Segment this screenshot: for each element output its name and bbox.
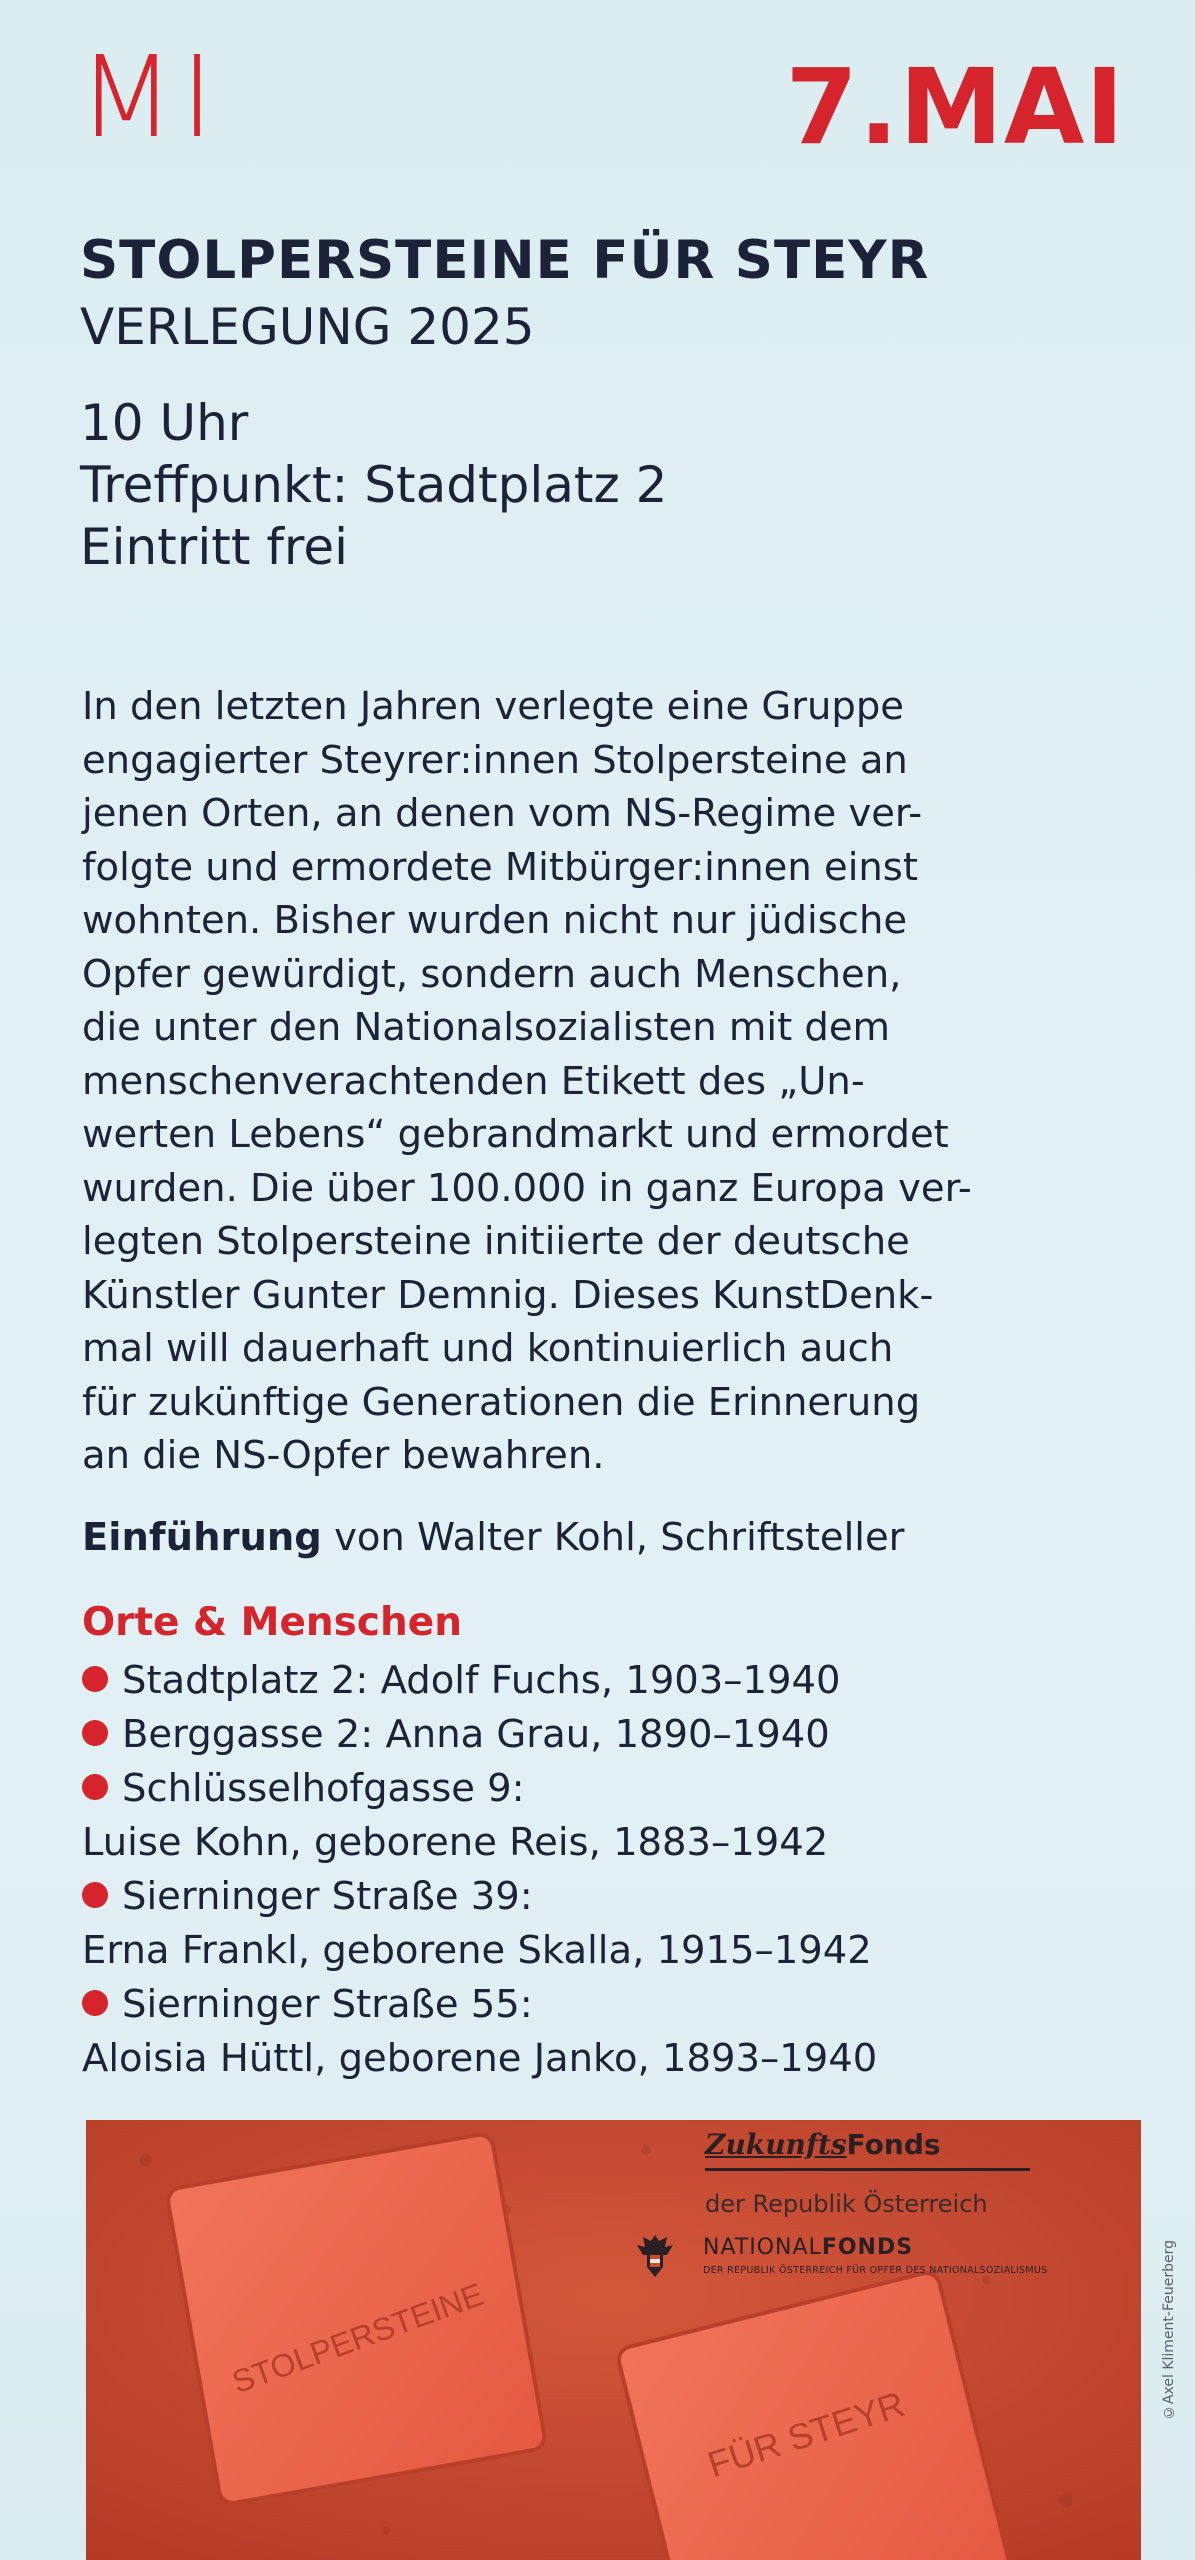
description-line: für zukünftige Generationen die Erinnerung [82,1379,921,1425]
nationalfonds-logo [703,2235,913,2260]
list-item [82,1762,877,1816]
nationalfonds-logo-part2: FONDS [821,2235,914,2260]
bullet-icon [82,1990,108,2016]
description-line: menschenverachtenden Etikett des „Un- [82,1058,865,1104]
description [82,680,1112,1483]
list-item [82,1708,877,1762]
event-time: 10 Uhr [80,394,249,452]
event-date: 7.MAI [785,46,1125,168]
event-meeting-point: Treffpunkt: Stadtplatz 2 [80,456,668,514]
bullet-icon [82,1666,108,1692]
nationalfonds-subtitle: DER REPUBLIK ÖSTERREICH FÜR OPFER DES NATIONALSOZIALISMUS [703,2265,1048,2276]
places-heading: Orte & Menschen [82,1600,462,1645]
zukunftsfonds-logo [705,2128,941,2161]
description-line: an die NS-Opfer bewahren. [82,1433,605,1478]
description-line: mal will dauerhaft und kontinuierlich auch [82,1326,894,1371]
bullet-icon [82,1882,108,1908]
weekday: MI [78,33,220,163]
event-info [80,392,667,578]
list-item [82,1870,877,1924]
introduction-label: Einführung [82,1515,322,1560]
list-item [82,1654,877,1708]
description-line: jenen Orten, an denen vom NS-Regime ver- [82,791,923,836]
place-detail: Erna Frankl, geborene Skalla, 1915–1942 [82,1928,872,1973]
bullet-icon [82,1720,108,1746]
stolpersteine-photo [86,2120,1141,2560]
stone-1-text: STOLPERSTEINE [227,2275,489,2401]
description-line: legten Stolpersteine initiierte der deutsche [82,1219,910,1264]
description-line: wurden. Die über 100.000 in ganz Europa ver- [82,1165,972,1211]
place-text: Stadtplatz 2: Adolf Fuchs, 1903–1940 [122,1658,841,1703]
zukunftsfonds-logo-part1: Zukunfts [705,2128,847,2161]
zukunftsfonds-subtitle: der Republik Österreich [705,2190,988,2218]
description-line: Opfer gewürdigt, sondern auch Menschen, [82,951,902,997]
introduction-text: von Walter Kohl, Schriftsteller [321,1515,905,1560]
place-text: Berggasse 2: Anna Grau, 1890–1940 [122,1712,830,1757]
description-line: Künstler Gunter Demnig. Dieses KunstDenk- [82,1272,934,1318]
place-detail: Luise Kohn, geborene Reis, 1883–1942 [82,1820,829,1865]
zukunftsfonds-logo-part2: Fonds [846,2128,941,2161]
place-text: Schlüsselhofgasse 9: [122,1766,525,1811]
logo-rule [705,2168,1030,2171]
place-text: Sierninger Straße 39: [122,1874,533,1919]
description-line: wohnten. Bisher wurden nicht nur jüdische [82,898,908,943]
description-line: folgte und ermordete Mitbürger:innen einst [82,844,918,890]
introduction [82,1515,905,1560]
eagle-icon [635,2233,675,2279]
photo-graphic [86,2120,1141,2560]
stone-2-text: FÜR STEYR [702,2383,910,2486]
bullet-icon [82,1774,108,1800]
description-line: In den letzten Jahren verlegte eine Gruppe [82,684,904,729]
list-item [82,1978,877,2032]
places-list [82,1654,877,2086]
photo-credit: ©Axel Kliment-Feuerberg [1161,2240,1177,2421]
event-subtitle: VERLEGUNG 2025 [80,298,535,356]
description-line: die unter den Nationalsozialisten mit dem [82,1005,891,1050]
event-title: STOLPERSTEINE FÜR STEYR [80,230,930,291]
place-detail: Aloisia Hüttl, geborene Janko, 1893–1940 [82,2036,878,2081]
description-line: engagierter Steyrer:innen Stolpersteine an [82,737,908,783]
event-admission: Eintritt frei [80,518,349,576]
nationalfonds-logo-part1: NATIONAL [703,2235,822,2260]
place-text: Sierninger Straße 55: [122,1982,533,2027]
description-line: werten Lebens“ gebrandmarkt und ermordet [82,1112,949,1157]
